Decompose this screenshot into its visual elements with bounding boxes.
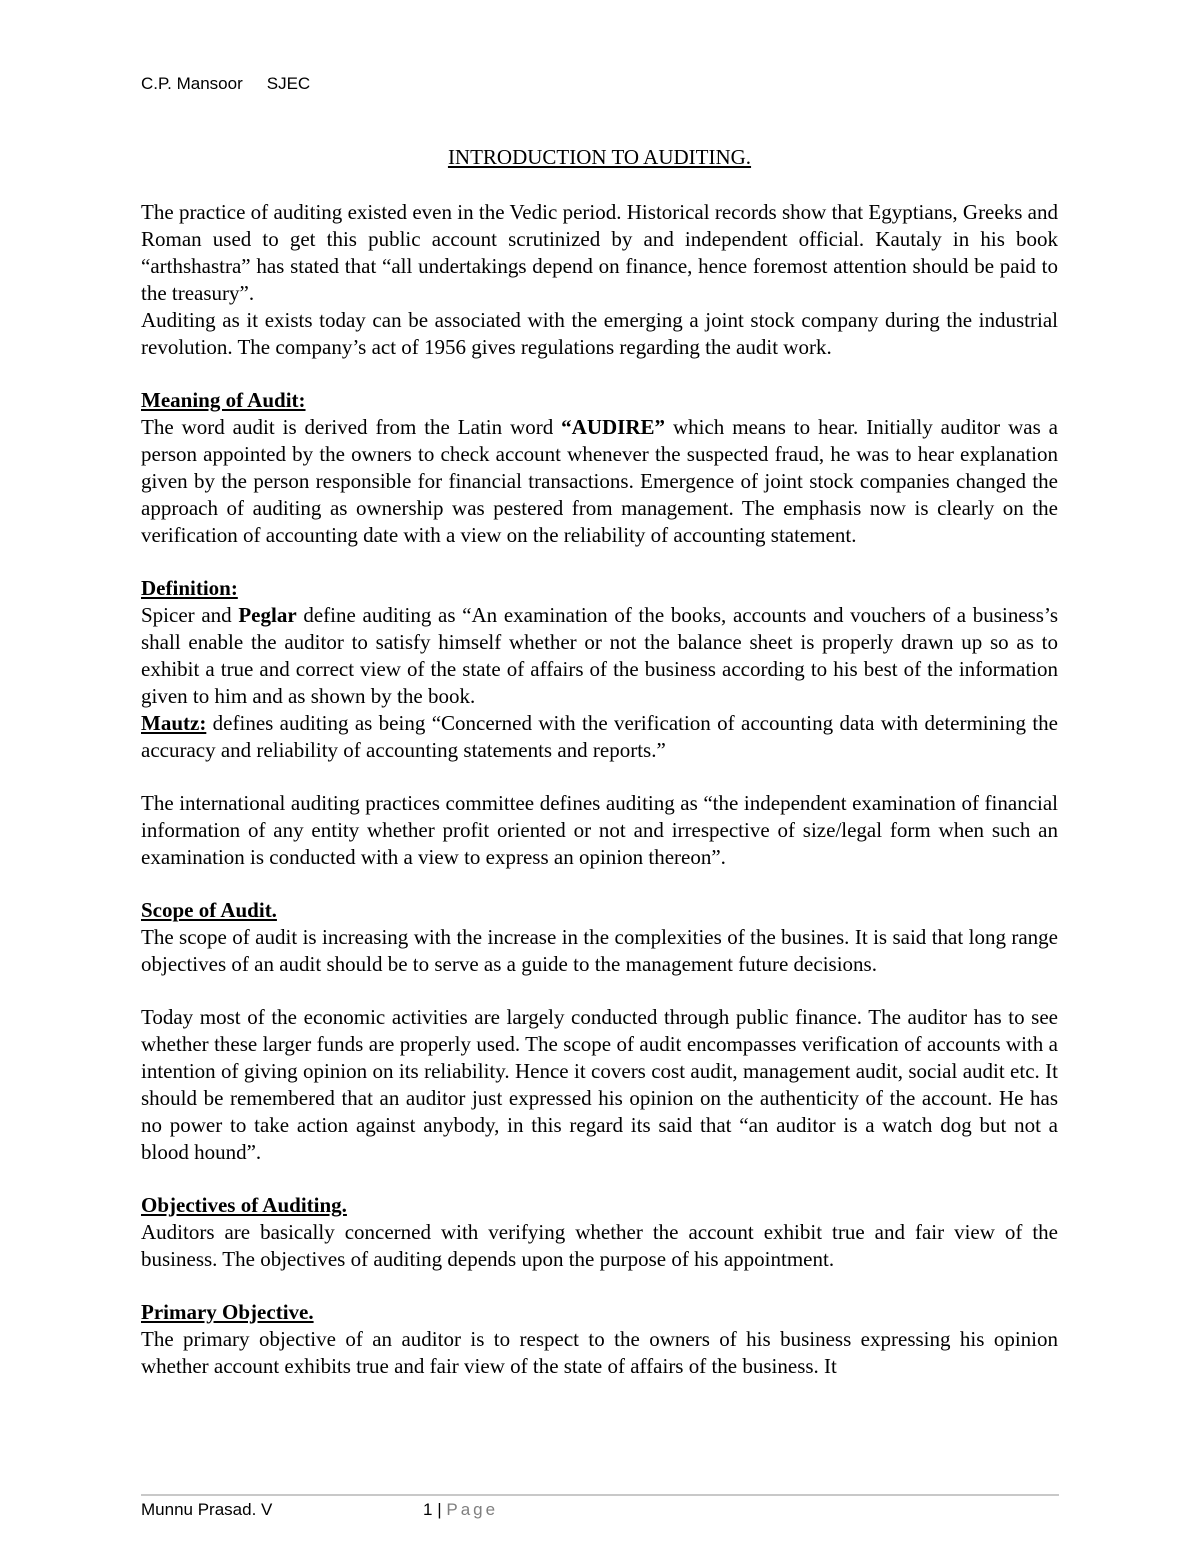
def1-text-1: Spicer and	[141, 603, 239, 627]
primary-objective-paragraph: The primary objective of an auditor is to respect to the owners of his business expressing his opinion whether account exhibits true and fair view of the state of affairs of the business. It	[141, 1327, 1058, 1378]
objectives-paragraph: Auditors are basically concerned with verifying whether the account exhibit true and fair view of the business. The objectives of auditing depends upon the purpose of his appointment.	[141, 1220, 1058, 1271]
peglar-term: Peglar	[238, 603, 297, 627]
footer-divider	[141, 1494, 1059, 1496]
definition-paragraph-2	[141, 710, 1058, 764]
intro-paragraph-1: The practice of auditing existed even in the Vedic period. Historical records show that Egyptians, Greeks and Roman used to get this public account scrutinized by and independent official. Kautaly in his book “arthshastra” has stated that “all undertakings depend on finance, hence foremost attention should be paid to the treasury”.	[141, 200, 1058, 305]
definition-paragraph-3: The international auditing practices committee defines auditing as “the independent examination of financial information of any entity whether profit oriented or not and irrespective of size/legal form when such an examination is conducted with a view to express an opinion thereon”.	[141, 791, 1058, 869]
mautz-heading: Mautz:	[141, 711, 207, 735]
document-title: INTRODUCTION TO AUDITING.	[447, 145, 752, 169]
intro-paragraph-2: Auditing as it exists today can be associated with the emerging a joint stock company during the industrial revolution. The company’s act of 1956 gives regulations regarding the audit work.	[141, 308, 1058, 359]
meaning-paragraph	[141, 414, 1058, 549]
page-separator: |	[437, 1500, 442, 1519]
page-header	[141, 74, 310, 94]
objectives-heading: Objectives of Auditing.	[141, 1193, 347, 1217]
page-number-block	[423, 1500, 498, 1520]
primary-objective-heading: Primary Objective.	[141, 1300, 314, 1324]
definition-paragraph-1	[141, 602, 1058, 710]
def1-text-2: define auditing as “An examination of the books, accounts and vouchers of a business’s shall enable the auditor to satisfy himself whether or not the balance sheet is properly drawn up so as to exhibit a true and correct view of the state of affairs of the business according to his best of the information given to him and as shown by the book.	[141, 603, 1058, 708]
meaning-heading: Meaning of Audit:	[141, 388, 306, 412]
scope-paragraph-1: The scope of audit is increasing with the increase in the complexities of the busines. It is said that long range objectives of an audit should be to serve as a guide to the management future decisions.	[141, 925, 1058, 976]
footer-author: Munnu Prasad. V	[141, 1500, 273, 1519]
header-author: C.P. Mansoor	[141, 74, 243, 93]
meaning-text-2: which means to hear. Initially auditor was a person appointed by the owners to check account whenever the suspected fraud, he was to hear explanation given by the person responsible for financial transactions. Emergence of joint stock companies changed the approach of auditing as ownership was pestered from management. The emphasis now is clearly on the verification of accounting date with a view on the reliability of accounting statement.	[141, 415, 1058, 547]
meaning-text-1: The word audit is derived from the Latin word	[141, 415, 562, 439]
audire-term: “AUDIRE”	[561, 415, 666, 439]
page-number: 1	[423, 1500, 433, 1519]
page-label: Page	[446, 1500, 499, 1519]
def2-text: defines auditing as being “Concerned with the verification of accounting data with determining the accuracy and reliability of accounting statements and reports.”	[141, 711, 1058, 762]
header-institution: SJEC	[266, 74, 311, 93]
scope-paragraph-2: Today most of the economic activities are largely conducted through public finance. The auditor has to see whether these larger funds are properly used. The scope of audit encompasses verification of accounts with a intention of giving opinion on its reliability. Hence it covers cost audit, management audit, social audit etc. It should be remembered that an auditor just expressed his opinion on the authenticity of the account. He has no power to take action against anybody, in this regard its said that “an auditor is a watch dog but not a blood hound”.	[141, 1005, 1058, 1164]
definition-heading: Definition:	[141, 576, 238, 600]
scope-heading: Scope of Audit.	[141, 898, 277, 922]
document-body	[141, 144, 1058, 1380]
